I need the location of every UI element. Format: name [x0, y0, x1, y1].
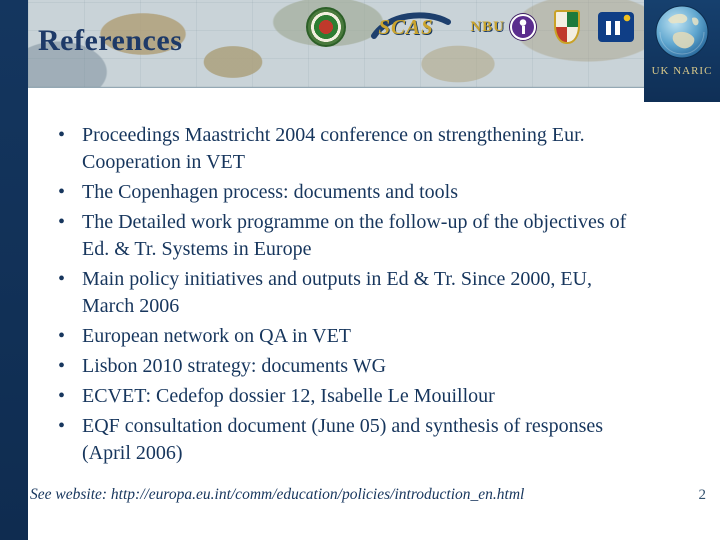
bullet-item: • EQF consultation document (June 05) and synthesis of responses (April 2006) — [56, 413, 636, 467]
bullet-item: • ECVET: Cedefop dossier 12, Isabelle Le Mouillour — [56, 383, 636, 410]
scas-label: SCAS — [378, 15, 434, 39]
nbu-label: NBU — [470, 18, 505, 35]
header-banner — [28, 0, 720, 88]
globe-icon — [654, 4, 710, 60]
bullet-item: • The Copenhagen process: documents and tools — [56, 179, 636, 206]
slide-body — [28, 122, 720, 470]
bullet-item: • Main policy initiatives and outputs in Ed & Tr. Since 2000, EU, March 2006 — [56, 266, 636, 320]
slide-footer — [30, 486, 706, 504]
community-emblem-icon — [306, 7, 346, 47]
bullet-item: • Lisbon 2010 strategy: documents WG — [56, 353, 636, 380]
bullet-item: • European network on QA in VET — [56, 323, 636, 350]
bullet-item: • The Detailed work programme on the follow-up of the objectives of Ed. & Tr. Systems in Europe — [56, 209, 636, 263]
uk-naric-panel — [644, 0, 720, 102]
page-number: 2 — [698, 487, 706, 503]
website-note: See website: http://europa.eu.int/comm/education/policies/introduction_en.html — [30, 486, 525, 503]
nbu-circle-icon — [510, 14, 536, 40]
partner-mark-icon — [598, 12, 634, 42]
slide-title: References — [38, 24, 183, 57]
bullet-list — [28, 122, 720, 467]
bullet-item: • Proceedings Maastricht 2004 conference on strengthening Eur. Cooperation in VET — [56, 122, 636, 176]
partner-logos-row — [306, 4, 634, 50]
left-accent-bar — [0, 0, 28, 540]
nbu-logo — [470, 14, 536, 40]
scas-logo — [364, 6, 452, 48]
heraldic-crest-icon — [554, 10, 580, 44]
uk-naric-label: UK NARIC — [651, 65, 713, 77]
